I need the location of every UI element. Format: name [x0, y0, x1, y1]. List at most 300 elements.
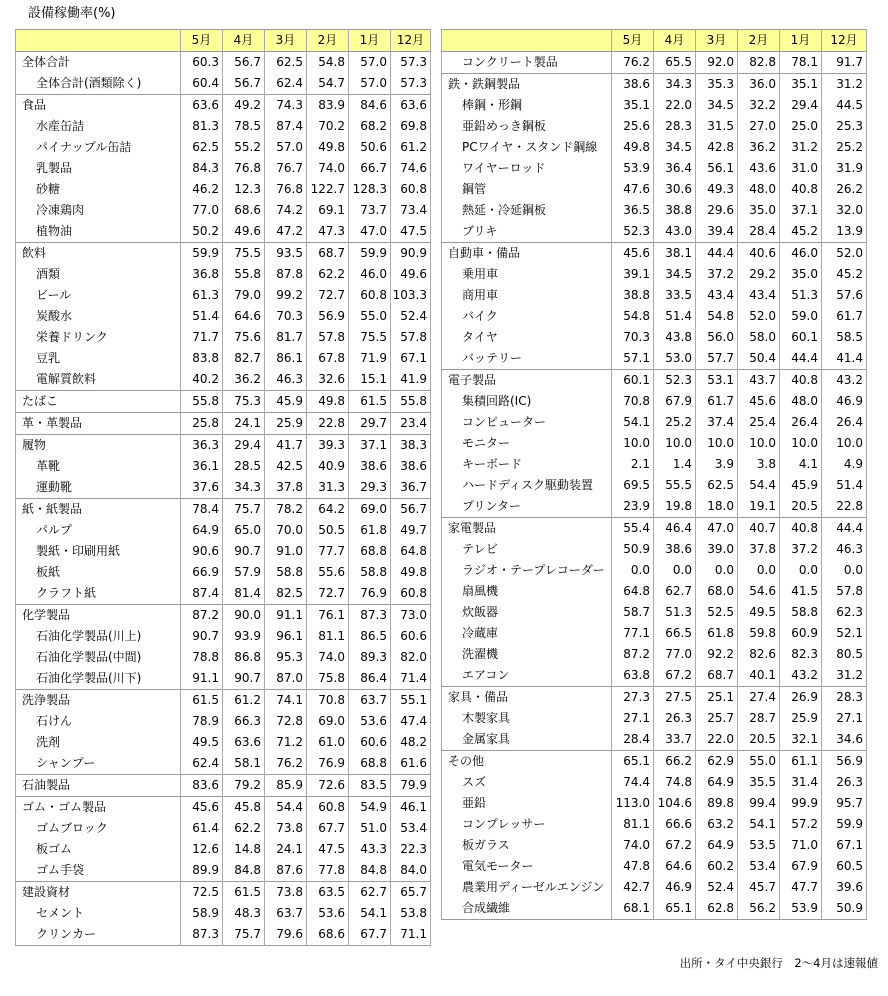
value-cell: 36.0: [738, 74, 780, 96]
value-cell: 22.0: [654, 95, 696, 116]
value-cell: 44.5: [822, 95, 867, 116]
row-label: 扇風機: [442, 581, 612, 602]
value-cell: 46.0: [780, 243, 822, 265]
item-row: [16, 116, 431, 137]
value-cell: 65.1: [654, 898, 696, 920]
value-cell: 74.3: [265, 95, 307, 117]
value-cell: 52.5: [696, 602, 738, 623]
value-cell: 54.1: [612, 412, 654, 433]
value-cell: 40.2: [181, 369, 223, 391]
row-label: 熱延・冷延鋼板: [442, 200, 612, 221]
value-cell: 23.9: [612, 496, 654, 518]
category-row: [16, 499, 431, 521]
value-cell: 59.9: [822, 814, 867, 835]
value-cell: 87.3: [349, 605, 391, 627]
value-cell: 70.0: [265, 520, 307, 541]
value-cell: 57.6: [822, 285, 867, 306]
value-cell: 74.6: [391, 158, 431, 179]
value-cell: 72.7: [307, 285, 349, 306]
column-header: 5月: [612, 30, 654, 52]
value-cell: 70.3: [265, 306, 307, 327]
value-cell: 31.5: [696, 116, 738, 137]
value-cell: 43.0: [654, 221, 696, 243]
value-cell: 36.2: [738, 137, 780, 158]
value-cell: 79.6: [265, 924, 307, 946]
column-header: 1月: [349, 30, 391, 52]
value-cell: 24.1: [265, 839, 307, 860]
value-cell: 81.7: [265, 327, 307, 348]
value-cell: 55.6: [307, 562, 349, 583]
value-cell: 57.8: [391, 327, 431, 348]
row-label: クラフト紙: [16, 583, 181, 605]
value-cell: 49.6: [223, 221, 265, 243]
value-cell: 52.3: [612, 221, 654, 243]
value-cell: 58.5: [822, 327, 867, 348]
value-cell: 62.7: [349, 882, 391, 904]
value-cell: 53.9: [780, 898, 822, 920]
value-cell: 91.1: [265, 605, 307, 627]
item-row: [16, 520, 431, 541]
value-cell: 86.5: [349, 626, 391, 647]
category-row: [442, 74, 867, 96]
item-row: [16, 369, 431, 391]
value-cell: 25.4: [738, 412, 780, 433]
value-cell: 47.5: [391, 221, 431, 243]
value-cell: 48.3: [223, 903, 265, 924]
value-cell: 67.9: [780, 856, 822, 877]
row-label: 鉄・鉄鋼製品: [442, 74, 612, 96]
value-cell: 46.3: [265, 369, 307, 391]
value-cell: 99.9: [780, 793, 822, 814]
value-cell: 75.7: [223, 924, 265, 946]
value-cell: 62.7: [654, 581, 696, 602]
value-cell: 90.7: [181, 626, 223, 647]
value-cell: 38.6: [654, 539, 696, 560]
row-label: テレビ: [442, 539, 612, 560]
value-cell: 56.2: [738, 898, 780, 920]
value-cell: 1.4: [654, 454, 696, 475]
item-row: [16, 306, 431, 327]
value-cell: 92.2: [696, 644, 738, 665]
value-cell: 52.0: [822, 243, 867, 265]
value-cell: 27.1: [822, 708, 867, 729]
row-label: シャンプー: [16, 753, 181, 775]
row-label: ブリキ: [442, 221, 612, 243]
value-cell: 22.8: [822, 496, 867, 518]
value-cell: 77.1: [612, 623, 654, 644]
value-cell: 61.8: [349, 520, 391, 541]
value-cell: 4.1: [780, 454, 822, 475]
row-label: 乗用車: [442, 264, 612, 285]
value-cell: 91.0: [265, 541, 307, 562]
value-cell: 71.1: [391, 924, 431, 946]
column-header: 3月: [696, 30, 738, 52]
value-cell: 45.2: [780, 221, 822, 243]
value-cell: 53.4: [738, 856, 780, 877]
value-cell: 60.8: [391, 179, 431, 200]
category-row: [16, 690, 431, 712]
item-row: [442, 200, 867, 221]
value-cell: 64.8: [391, 541, 431, 562]
value-cell: 54.1: [738, 814, 780, 835]
value-cell: 27.5: [654, 687, 696, 709]
value-cell: 87.3: [181, 924, 223, 946]
item-row: [16, 456, 431, 477]
value-cell: 61.7: [696, 391, 738, 412]
value-cell: 60.9: [780, 623, 822, 644]
value-cell: 52.4: [696, 877, 738, 898]
value-cell: 47.3: [307, 221, 349, 243]
value-cell: 31.9: [822, 158, 867, 179]
value-cell: 75.5: [349, 327, 391, 348]
value-cell: 84.8: [223, 860, 265, 882]
value-cell: 70.3: [612, 327, 654, 348]
item-row: [442, 158, 867, 179]
value-cell: 74.8: [654, 772, 696, 793]
value-cell: 25.6: [612, 116, 654, 137]
value-cell: 66.9: [181, 562, 223, 583]
value-cell: 3.9: [696, 454, 738, 475]
value-cell: 57.3: [391, 73, 431, 95]
value-cell: 19.8: [654, 496, 696, 518]
row-label: 洗浄製品: [16, 690, 181, 712]
value-cell: 59.9: [349, 243, 391, 265]
value-cell: 52.4: [391, 306, 431, 327]
value-cell: 26.4: [780, 412, 822, 433]
value-cell: 37.4: [696, 412, 738, 433]
column-header: 5月: [181, 30, 223, 52]
item-row: [442, 285, 867, 306]
value-cell: 60.5: [822, 856, 867, 877]
value-cell: 39.6: [822, 877, 867, 898]
value-cell: 66.6: [654, 814, 696, 835]
value-cell: 50.2: [181, 221, 223, 243]
value-cell: 87.4: [181, 583, 223, 605]
value-cell: 68.7: [696, 665, 738, 687]
row-label: コンプレッサー: [442, 814, 612, 835]
value-cell: 62.8: [696, 898, 738, 920]
value-cell: 40.8: [780, 370, 822, 392]
row-label: 金属家具: [442, 729, 612, 751]
value-cell: 47.5: [307, 839, 349, 860]
row-label: モニター: [442, 433, 612, 454]
item-row: [16, 562, 431, 583]
value-cell: 47.8: [612, 856, 654, 877]
value-cell: 67.9: [654, 391, 696, 412]
item-row: [16, 583, 431, 605]
value-cell: 78.1: [780, 52, 822, 74]
value-cell: 87.8: [265, 264, 307, 285]
value-cell: 87.4: [265, 116, 307, 137]
row-label: コンクリート製品: [442, 52, 612, 74]
row-label: 板紙: [16, 562, 181, 583]
value-cell: 79.2: [223, 775, 265, 797]
value-cell: 25.2: [654, 412, 696, 433]
value-cell: 128.3: [349, 179, 391, 200]
value-cell: 42.5: [265, 456, 307, 477]
value-cell: 53.9: [612, 158, 654, 179]
value-cell: 37.8: [265, 477, 307, 499]
value-cell: 81.4: [223, 583, 265, 605]
value-cell: 18.0: [696, 496, 738, 518]
row-label: 鋼管: [442, 179, 612, 200]
value-cell: 26.2: [822, 179, 867, 200]
value-cell: 64.6: [654, 856, 696, 877]
value-cell: 37.2: [780, 539, 822, 560]
header-row: [16, 30, 431, 52]
value-cell: 47.0: [349, 221, 391, 243]
value-cell: 79.9: [391, 775, 431, 797]
value-cell: 57.7: [696, 348, 738, 370]
item-row: [16, 711, 431, 732]
value-cell: 40.7: [738, 518, 780, 540]
value-cell: 22.0: [696, 729, 738, 751]
row-label: 石けん: [16, 711, 181, 732]
value-cell: 53.1: [696, 370, 738, 392]
value-cell: 61.5: [349, 391, 391, 413]
value-cell: 40.8: [780, 518, 822, 540]
value-cell: 53.8: [391, 903, 431, 924]
value-cell: 55.2: [223, 137, 265, 158]
column-header: 4月: [223, 30, 265, 52]
value-cell: 27.3: [612, 687, 654, 709]
value-cell: 90.0: [223, 605, 265, 627]
value-cell: 66.5: [654, 623, 696, 644]
value-cell: 61.0: [307, 732, 349, 753]
value-cell: 28.3: [822, 687, 867, 709]
row-label: 石油化学製品(中間): [16, 647, 181, 668]
row-label: 集積回路(IC): [442, 391, 612, 412]
item-row: [16, 818, 431, 839]
value-cell: 55.0: [738, 751, 780, 773]
value-cell: 38.8: [612, 285, 654, 306]
item-row: [16, 860, 431, 882]
value-cell: 65.5: [654, 52, 696, 74]
value-cell: 68.1: [612, 898, 654, 920]
category-row: [16, 882, 431, 904]
value-cell: 78.2: [265, 499, 307, 521]
value-cell: 61.5: [223, 882, 265, 904]
row-label: 冷蔵庫: [442, 623, 612, 644]
value-cell: 50.6: [349, 137, 391, 158]
value-cell: 83.9: [307, 95, 349, 117]
value-cell: 28.5: [223, 456, 265, 477]
item-row: [442, 52, 867, 74]
value-cell: 54.1: [349, 903, 391, 924]
row-label: 亜鉛: [442, 793, 612, 814]
value-cell: 25.2: [822, 137, 867, 158]
value-cell: 64.2: [307, 499, 349, 521]
item-row: [16, 264, 431, 285]
value-cell: 81.1: [612, 814, 654, 835]
value-cell: 47.6: [612, 179, 654, 200]
value-cell: 31.2: [822, 74, 867, 96]
value-cell: 0.0: [696, 560, 738, 581]
value-cell: 55.1: [391, 690, 431, 712]
value-cell: 57.1: [612, 348, 654, 370]
row-label: 木製家具: [442, 708, 612, 729]
value-cell: 122.7: [307, 179, 349, 200]
value-cell: 60.6: [349, 732, 391, 753]
value-cell: 43.3: [349, 839, 391, 860]
row-label: 合成繊維: [442, 898, 612, 920]
value-cell: 69.0: [349, 499, 391, 521]
row-label: バッテリー: [442, 348, 612, 370]
row-label: 栄養ドリンク: [16, 327, 181, 348]
item-row: [442, 898, 867, 920]
row-label: 全体合計(酒類除く): [16, 73, 181, 95]
value-cell: 66.2: [654, 751, 696, 773]
value-cell: 38.8: [654, 200, 696, 221]
item-row: [442, 306, 867, 327]
row-label: その他: [442, 751, 612, 773]
row-label: ラジオ・テープレコーダー: [442, 560, 612, 581]
value-cell: 49.6: [391, 264, 431, 285]
value-cell: 26.3: [654, 708, 696, 729]
value-cell: 49.8: [307, 137, 349, 158]
item-row: [16, 732, 431, 753]
row-label: ハードディスク駆動装置: [442, 475, 612, 496]
value-cell: 54.7: [307, 73, 349, 95]
value-cell: 61.2: [223, 690, 265, 712]
value-cell: 45.6: [738, 391, 780, 412]
value-cell: 36.4: [654, 158, 696, 179]
value-cell: 22.3: [391, 839, 431, 860]
value-cell: 74.0: [307, 158, 349, 179]
value-cell: 78.4: [181, 499, 223, 521]
value-cell: 56.9: [822, 751, 867, 773]
item-row: [16, 924, 431, 946]
row-label: 石油化学製品(川下): [16, 668, 181, 690]
value-cell: 67.1: [391, 348, 431, 369]
value-cell: 77.7: [307, 541, 349, 562]
value-cell: 36.3: [181, 435, 223, 457]
value-cell: 89.3: [349, 647, 391, 668]
value-cell: 72.5: [181, 882, 223, 904]
item-row: [442, 814, 867, 835]
value-cell: 74.0: [307, 647, 349, 668]
value-cell: 70.2: [307, 116, 349, 137]
value-cell: 54.8: [307, 52, 349, 74]
value-cell: 46.9: [822, 391, 867, 412]
value-cell: 86.1: [265, 348, 307, 369]
row-label: 板ゴム: [16, 839, 181, 860]
value-cell: 82.6: [738, 644, 780, 665]
value-cell: 33.5: [654, 285, 696, 306]
value-cell: 33.7: [654, 729, 696, 751]
value-cell: 77.8: [307, 860, 349, 882]
value-cell: 59.9: [181, 243, 223, 265]
category-row: [442, 243, 867, 265]
value-cell: 60.1: [612, 370, 654, 392]
value-cell: 104.6: [654, 793, 696, 814]
value-cell: 58.8: [265, 562, 307, 583]
value-cell: 75.7: [223, 499, 265, 521]
item-row: [442, 391, 867, 412]
value-cell: 45.9: [780, 475, 822, 496]
value-cell: 50.9: [822, 898, 867, 920]
value-cell: 74.1: [265, 690, 307, 712]
row-label: 電気モーター: [442, 856, 612, 877]
value-cell: 41.9: [391, 369, 431, 391]
row-label: コンピューター: [442, 412, 612, 433]
value-cell: 43.4: [696, 285, 738, 306]
value-cell: 37.8: [738, 539, 780, 560]
value-cell: 78.9: [181, 711, 223, 732]
value-cell: 57.0: [349, 52, 391, 74]
value-cell: 62.2: [307, 264, 349, 285]
value-cell: 0.0: [822, 560, 867, 581]
item-row: [442, 221, 867, 243]
value-cell: 45.2: [822, 264, 867, 285]
value-cell: 84.3: [181, 158, 223, 179]
value-cell: 35.5: [738, 772, 780, 793]
value-cell: 25.1: [696, 687, 738, 709]
row-label: エアコン: [442, 665, 612, 687]
value-cell: 46.2: [181, 179, 223, 200]
value-cell: 61.3: [181, 285, 223, 306]
value-cell: 63.2: [696, 814, 738, 835]
item-row: [442, 793, 867, 814]
value-cell: 93.5: [265, 243, 307, 265]
item-row: [442, 327, 867, 348]
value-cell: 72.8: [265, 711, 307, 732]
category-row: [442, 370, 867, 392]
value-cell: 0.0: [738, 560, 780, 581]
value-cell: 50.4: [738, 348, 780, 370]
row-label: 紙・紙製品: [16, 499, 181, 521]
value-cell: 28.4: [738, 221, 780, 243]
item-row: [16, 903, 431, 924]
value-cell: 37.1: [780, 200, 822, 221]
category-row: [16, 52, 431, 74]
value-cell: 51.3: [780, 285, 822, 306]
value-cell: 71.4: [391, 668, 431, 690]
value-cell: 49.5: [738, 602, 780, 623]
value-cell: 61.1: [780, 751, 822, 773]
value-cell: 29.3: [349, 477, 391, 499]
value-cell: 57.2: [780, 814, 822, 835]
value-cell: 45.8: [223, 797, 265, 819]
value-cell: 63.5: [307, 882, 349, 904]
value-cell: 86.4: [349, 668, 391, 690]
value-cell: 59.8: [738, 623, 780, 644]
value-cell: 77.0: [181, 200, 223, 221]
value-cell: 0.0: [780, 560, 822, 581]
value-cell: 59.0: [780, 306, 822, 327]
value-cell: 48.2: [391, 732, 431, 753]
value-cell: 58.8: [349, 562, 391, 583]
row-label: 飲料: [16, 243, 181, 265]
row-label: 石油化学製品(川上): [16, 626, 181, 647]
value-cell: 93.9: [223, 626, 265, 647]
utilization-table-left: [15, 29, 431, 946]
value-cell: 90.7: [223, 668, 265, 690]
value-cell: 49.5: [181, 732, 223, 753]
item-row: [16, 221, 431, 243]
value-cell: 54.4: [738, 475, 780, 496]
value-cell: 32.1: [780, 729, 822, 751]
row-label: 電解質飲料: [16, 369, 181, 391]
item-row: [442, 95, 867, 116]
value-cell: 62.4: [265, 73, 307, 95]
value-cell: 29.7: [349, 413, 391, 435]
category-row: [16, 243, 431, 265]
item-row: [16, 285, 431, 306]
value-cell: 60.6: [391, 626, 431, 647]
category-row: [16, 95, 431, 117]
value-cell: 82.0: [391, 647, 431, 668]
